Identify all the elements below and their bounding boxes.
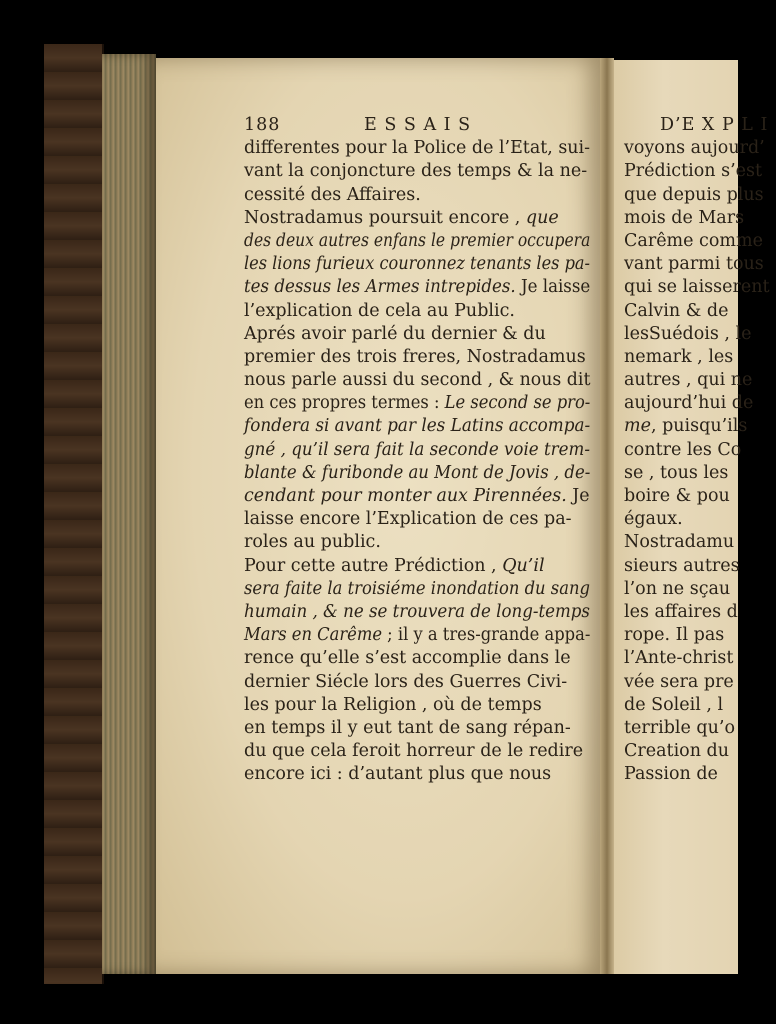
text-line xyxy=(244,230,591,253)
text-line xyxy=(624,647,744,670)
text-line xyxy=(244,763,590,786)
text-run: aujourd’hui de xyxy=(624,393,754,414)
text-line xyxy=(244,485,588,508)
left-page-text xyxy=(244,114,590,786)
text-line xyxy=(624,717,744,740)
text-line xyxy=(624,671,744,694)
text-run: que depuis plus xyxy=(624,184,764,205)
text-run: l’Ante-christ xyxy=(624,648,734,669)
text-run: encore ici : d’autant plus que nous xyxy=(244,764,552,785)
text-line xyxy=(244,647,590,670)
text-run: , puisqu’ils xyxy=(650,416,748,437)
text-line xyxy=(244,439,590,462)
text-run: Nostradamu xyxy=(624,532,735,553)
text-run: ; il y a tres-grande appa- xyxy=(381,625,591,646)
italic-run: les lions furieux couronnez tenants les pa- xyxy=(244,254,590,275)
text-run: en ces propres termes : xyxy=(244,393,445,414)
text-run: differentes pour la Police de l’Etat, sui- xyxy=(244,138,591,159)
left-page-lines xyxy=(244,137,590,786)
text-run: égaux. xyxy=(624,509,683,530)
text-line xyxy=(624,300,744,323)
text-run: vée sera pre xyxy=(624,671,734,692)
italic-run: sera faite la troisiéme inondation du sang xyxy=(244,578,590,599)
text-run: roles au public. xyxy=(244,532,381,553)
text-run: Passion de xyxy=(624,764,718,785)
text-line xyxy=(244,694,590,717)
text-run: du que cela feroit horreur de le redire xyxy=(244,741,584,762)
text-line xyxy=(624,346,744,369)
text-run: l’on ne sçau xyxy=(624,578,731,599)
text-line xyxy=(244,346,590,369)
text-run: premier des trois freres, Nostradamus xyxy=(244,346,586,367)
text-line xyxy=(244,717,590,740)
italic-run: humain , & ne se trouvera de long-temps xyxy=(244,601,590,622)
text-run: laisse encore l’Explication de ces pa- xyxy=(244,509,572,530)
text-line xyxy=(244,531,590,554)
text-run: cessité des Affaires. xyxy=(244,184,421,205)
italic-run: blante & furibonde au Mont de Jovis , de- xyxy=(244,462,591,483)
book-binding xyxy=(44,44,104,984)
text-line xyxy=(624,137,765,160)
text-run: nemark , les xyxy=(624,346,734,367)
italic-run: fondera si avant par les Latins accompa- xyxy=(244,416,591,437)
text-line xyxy=(624,253,764,276)
text-run: mois de Mars xyxy=(624,207,745,228)
text-run: rence qu’elle s’est accomplie dans le xyxy=(244,648,571,669)
italic-run: Le second se pro- xyxy=(444,393,591,414)
text-run: contre les Co xyxy=(624,439,742,460)
text-line xyxy=(244,555,590,578)
text-run: nous parle aussi du second , & nous dit xyxy=(244,370,591,391)
text-run: vant la conjoncture des temps & la ne- xyxy=(244,161,588,182)
text-run: Pour cette autre Prédiction , xyxy=(244,555,503,576)
text-line xyxy=(244,253,590,276)
text-run: Calvin & de xyxy=(624,300,729,321)
text-line xyxy=(624,276,770,299)
text-line xyxy=(244,671,590,694)
text-line xyxy=(624,392,754,415)
text-line xyxy=(624,415,748,438)
text-line xyxy=(624,230,763,253)
text-line xyxy=(244,369,591,392)
italic-run: gné , qu’il sera fait la seconde voie trem- xyxy=(244,439,590,460)
text-run: les pour la Religion , où de temps xyxy=(244,694,542,715)
text-run: de Soleil , l xyxy=(624,694,724,715)
text-line xyxy=(244,624,591,647)
italic-run: tes dessus les Armes intrepides. xyxy=(244,277,516,298)
text-run: terrible qu’o xyxy=(624,717,736,738)
text-line xyxy=(624,439,744,462)
right-page-text xyxy=(624,114,770,786)
text-run: voyons aujourd’ xyxy=(624,138,765,159)
text-line xyxy=(624,601,744,624)
text-run: les affaires d xyxy=(624,601,738,622)
text-line xyxy=(624,763,744,786)
text-line xyxy=(244,184,590,207)
running-head: E S S A I S xyxy=(364,115,472,135)
text-run: lesSuédois , le xyxy=(624,323,752,344)
text-run: en temps il y eut tant de sang répan- xyxy=(244,717,571,738)
text-line xyxy=(624,160,763,183)
text-run: rope. Il pas xyxy=(624,625,725,646)
left-page-header xyxy=(244,114,590,137)
text-line xyxy=(624,694,744,717)
text-run: boire & pou xyxy=(624,486,730,506)
italic-run: me xyxy=(624,416,651,437)
text-line xyxy=(244,276,591,299)
text-line xyxy=(624,323,752,346)
text-line xyxy=(624,184,764,207)
text-line xyxy=(244,300,590,323)
text-line xyxy=(244,578,590,601)
text-run: sieurs autres xyxy=(624,555,740,576)
text-line xyxy=(244,323,590,346)
text-run: Nostradamus poursuit encore , xyxy=(244,207,526,228)
right-page-lines xyxy=(624,137,770,786)
text-line xyxy=(244,392,591,415)
page-number: 188 xyxy=(244,115,281,135)
text-run: Prédiction s’est xyxy=(624,161,763,182)
text-line xyxy=(244,160,590,183)
text-run: dernier Siécle lors des Guerres Civi- xyxy=(244,671,568,692)
text-run: Carême comme xyxy=(624,230,763,251)
page-edges xyxy=(102,54,156,974)
text-line xyxy=(244,740,590,763)
text-line xyxy=(624,485,744,508)
text-run: vant parmi tous xyxy=(624,254,764,275)
text-line xyxy=(624,740,744,763)
text-run: Aprés avoir parlé du dernier & du xyxy=(244,323,546,344)
book-gutter xyxy=(600,58,614,974)
text-line xyxy=(244,137,589,160)
text-line xyxy=(244,508,590,531)
text-run: Je laisse xyxy=(515,277,591,298)
text-line xyxy=(624,555,744,578)
text-run: se , tous les xyxy=(624,462,729,483)
text-line xyxy=(244,415,591,438)
text-line xyxy=(624,531,744,554)
text-line xyxy=(624,207,744,230)
text-line xyxy=(244,462,591,485)
italic-run: Qu’il xyxy=(502,555,545,576)
text-run: Je xyxy=(566,486,590,506)
text-run: qui se laisserent xyxy=(624,277,770,298)
italic-run: cendant pour monter aux Pirennées. xyxy=(244,486,567,506)
text-run: Creation du xyxy=(624,741,730,762)
text-line xyxy=(624,508,744,531)
text-line xyxy=(244,601,590,624)
italic-run: que xyxy=(525,207,559,228)
text-run: autres , qui ne xyxy=(624,370,753,391)
text-run: l’explication de cela au Public. xyxy=(244,300,515,321)
running-head-right: D’E X P L I xyxy=(660,115,769,135)
text-line xyxy=(624,462,744,485)
text-line xyxy=(624,578,744,601)
italic-run: des deux autres enfans le premier occupera xyxy=(244,230,591,251)
right-page-header xyxy=(624,114,769,137)
text-line xyxy=(624,624,744,647)
text-line xyxy=(624,369,753,392)
text-line xyxy=(244,207,590,230)
italic-run: Mars en Carême xyxy=(244,625,382,646)
